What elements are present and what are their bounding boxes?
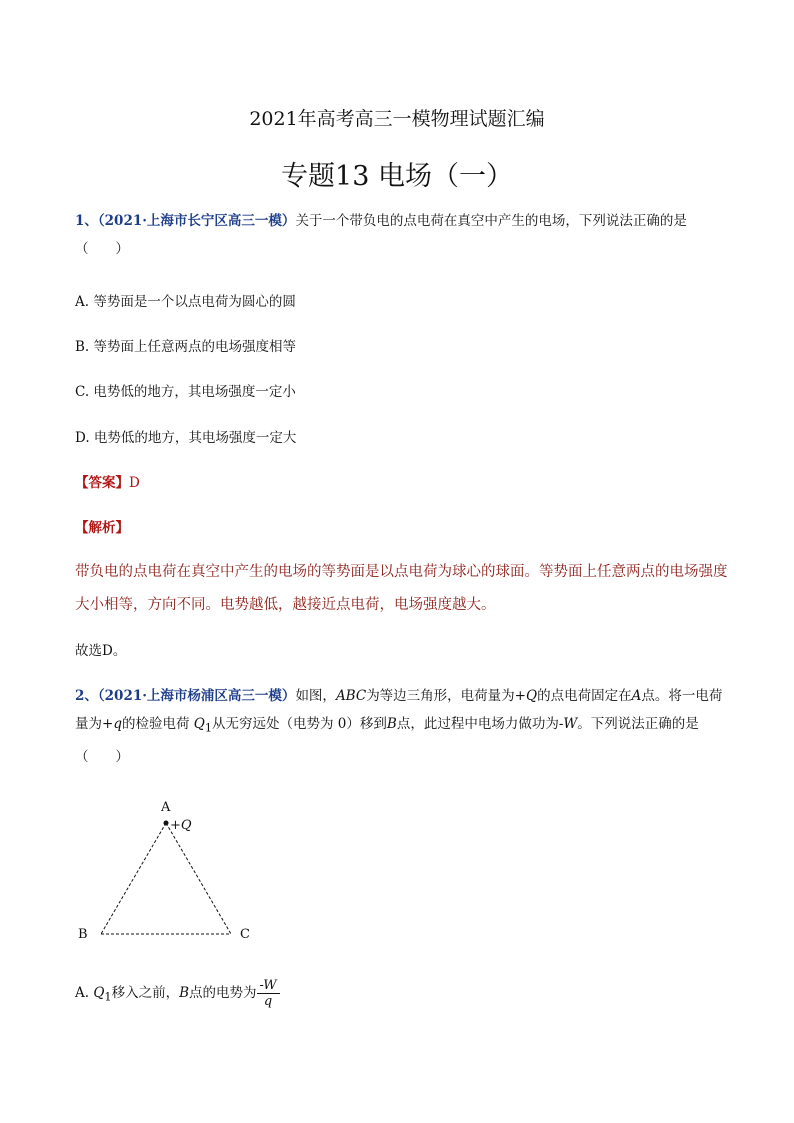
- vertex-label-b: B: [78, 927, 88, 942]
- stem-text: 。下列说法正确的是: [577, 716, 699, 732]
- stem-text: 如图，: [295, 688, 336, 704]
- option-subscript: 1: [104, 990, 112, 1004]
- question-1-option-c: C. 电势低的地方，其电场强度一定小: [75, 384, 296, 400]
- question-1-number: 1、: [75, 213, 98, 229]
- stem-text: 从无穷远处（电势为 0）移到: [212, 716, 387, 732]
- stem-text: 的检验电荷: [121, 716, 194, 732]
- analysis-conclusion: 故选D。: [75, 643, 127, 659]
- answer-label: 【答案】: [75, 475, 129, 491]
- stem-var-w: W: [563, 716, 578, 732]
- topic-title: 专题13 电场（一）: [281, 161, 513, 192]
- option-text: 点的电势为: [189, 985, 257, 1001]
- stem-text: 为等边三角形，电荷量为+: [366, 688, 526, 704]
- question-2-paren: （ ）: [75, 748, 129, 765]
- question-1-text: 关于一个带负电的点电荷在真空中产生的电场，下列说法正确的是: [295, 213, 687, 229]
- stem-text: 点。将一电荷量为+: [75, 688, 723, 732]
- option-var-b: B: [179, 985, 190, 1001]
- question-1-source: （2021·上海市长宁区高三一模）: [97, 213, 296, 229]
- stem-var-abc: ABC: [335, 688, 367, 704]
- question-1-paren: （ ）: [75, 241, 129, 257]
- question-1-stem: [75, 207, 735, 263]
- question-1-answer: [75, 471, 140, 491]
- stem-var-q: Q: [526, 688, 538, 704]
- stem-text: 点，此过程中电场力做功为-: [396, 716, 564, 732]
- option-prefix: A.: [75, 985, 94, 1001]
- point-charge-dot: [164, 821, 169, 826]
- vertex-label-a: A: [161, 800, 171, 815]
- question-1-option-d: D. 电势低的地方，其电场强度一定大: [75, 430, 297, 446]
- question-2-source: （2021·上海市杨浦区高三一模）: [97, 688, 296, 704]
- stem-var-q1: Q: [193, 716, 205, 732]
- question-2-number: 2、: [75, 688, 98, 704]
- answer-value: D: [129, 475, 140, 491]
- stem-var-a: A: [631, 688, 642, 704]
- charge-label: +Q: [170, 818, 192, 833]
- vertex-label-c: C: [240, 927, 250, 942]
- analysis-label: 【解析】: [75, 520, 129, 536]
- question-1-option-b: B. 等势面上任意两点的电场强度相等: [75, 339, 297, 355]
- stem-subscript: 1: [204, 721, 213, 735]
- question-2-stem: [75, 682, 735, 771]
- stem-text: 的点电荷固定在: [537, 688, 632, 704]
- fraction-numerator: -W: [257, 978, 280, 994]
- triangle-figure: [70, 795, 290, 955]
- stem-var-b: B: [386, 716, 397, 732]
- question-2-option-a: [75, 978, 280, 1009]
- option-var-q: Q: [93, 985, 105, 1001]
- fraction-denominator: q: [263, 994, 273, 1009]
- potential-fraction: [257, 978, 280, 1009]
- question-1-option-a: A. 等势面是一个以点电荷为圆心的圆: [75, 294, 296, 310]
- stem-var-small-q: q: [113, 716, 122, 732]
- side-ac: [166, 823, 231, 934]
- analysis-text: 带负电的点电荷在真空中产生的电场的等势面是以点电荷为球心的球面。等势面上任意两点的电场强度大小相等，方向不同。电势越低，越接近点电荷，电场强度越大。: [75, 564, 728, 613]
- document-title: 2021年高考高三一模物理试题汇编: [249, 108, 545, 130]
- option-text: 移入之前，: [111, 985, 180, 1001]
- side-ab: [101, 823, 166, 934]
